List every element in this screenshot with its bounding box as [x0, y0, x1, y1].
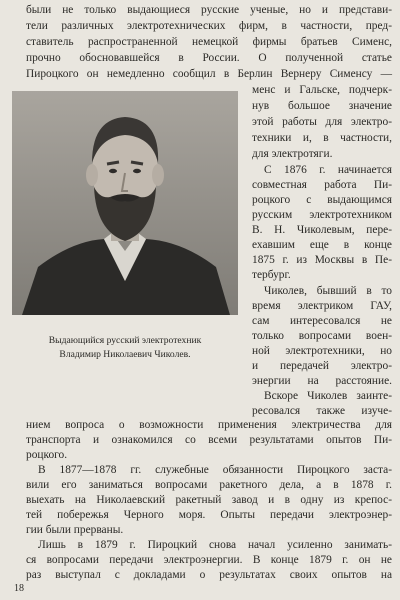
text-line: роцкого с выдающимся [252, 194, 392, 206]
photo-caption: Владимир Николаевич Чиколев. [59, 348, 191, 360]
text-line: Чиколев, бывший в то [264, 285, 392, 297]
text-line: энергии на расстояние. [252, 375, 392, 387]
text-line: нув большое значение [252, 100, 392, 112]
text-line: ся вопросами передачи электроэнергии. В конце 1879 г. он не [26, 554, 392, 566]
text-line: для электротяги. [252, 148, 333, 160]
text-line: этой работы для электро- [252, 116, 392, 128]
text-line: роцкого. [26, 449, 68, 461]
text-line: гии были прерваны. [26, 524, 124, 536]
portrait-photo [12, 91, 238, 315]
text-line: нием вопроса о возможности применения электричества для [26, 419, 392, 431]
portrait-illustration [12, 91, 238, 315]
text-line: прочно обосновавшейся в России. О полученной статье [26, 52, 392, 64]
text-line: транспорта и ознакомился со всеми результатами опытов Пи- [26, 434, 392, 446]
photo-caption: Выдающийся русский электротехник [48, 334, 202, 346]
text-overflow-region [26, 583, 392, 600]
text-line: техники и, в частности, [252, 132, 392, 144]
text-line: Вскоре Чиколев заинте- [264, 390, 392, 402]
text-line: В 1877—1878 гг. служебные обязанности Пироцкого заста- [38, 464, 392, 476]
text-line: Пироцкого он немедленно сообщил в Берлин Вернеру Сименсу — [26, 68, 392, 80]
text-line: ресовался также изуче- [252, 405, 392, 417]
text-line: вили его заниматься вопросами ракетного дела, а в 1878 г. [26, 479, 392, 491]
text-line: раз выступал с докладами о результатах своих опытов на [26, 569, 392, 581]
text-line: выехать на Николаевский ракетный завод и в одну из крепос- [26, 494, 392, 506]
text-line: В. Н. Чиколевым, пере- [252, 224, 392, 236]
text-line: совместная работа Пи- [252, 179, 392, 191]
text-line: менс и Гальске, подчерк- [252, 84, 392, 96]
text-line: ехавшим еще в конце [252, 239, 392, 251]
text-line: только вопросами воен- [252, 330, 392, 342]
text-line: сам интересовался не [252, 315, 392, 327]
text-line: время электриком ГАУ, [252, 300, 392, 312]
text-line: русским электротехником [252, 209, 392, 221]
text-line: ставитель распространенной немецкой фирмы братьев Сименс, [26, 36, 392, 48]
text-line: были не только выдающиеся русские ученые, но и представи- [26, 4, 392, 16]
text-line: тербург. [252, 269, 291, 281]
text-line: и передачей электро- [252, 360, 392, 372]
text-line: ной электротехники, но [252, 345, 392, 357]
text-line: Лишь в 1879 г. Пироцкий снова начал усиленно занимать- [38, 539, 392, 551]
text-line: тей побережья Черного моря. Опыты передачи электроэнер- [26, 509, 392, 521]
page-number: 18 [14, 583, 24, 594]
text-line: С 1876 г. начинается [264, 164, 392, 176]
text-line: тели различных электротехнических фирм, в частности, пред- [26, 20, 392, 32]
text-line: 1875 г. из Москвы в Пе- [252, 254, 392, 266]
